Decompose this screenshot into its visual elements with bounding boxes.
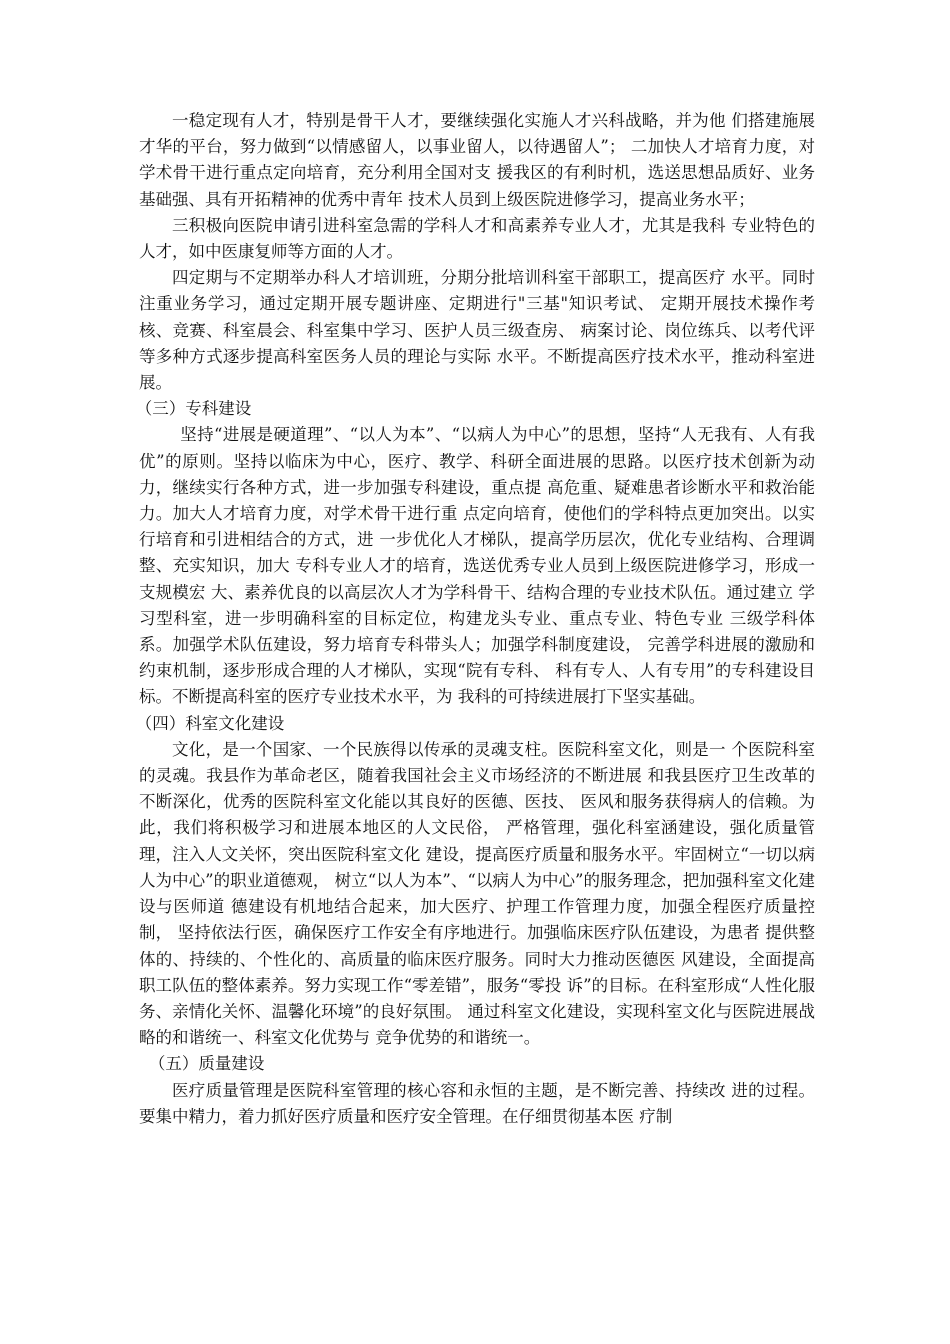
section-heading-quality: （五）质量建设 bbox=[148, 1054, 265, 1074]
section-heading-specialty: （三）专科建设 bbox=[135, 399, 252, 419]
paragraph-talent-retention: 一稳定现有人才，特别是骨干人才，要继续强化实施人才兴科战略，并为他 们搭建施展才华的平台，努力做到“以情感留人，以事业留人，以待遇留人”； 二加快人才培育力度，对学术骨干进行重点定向培育，充分利用全国对支 援我区的有利时机，选送思想品质好、业务基础强、具有开拓精神的优秀中青年 技术人员到上级医院进修学习，提高业务水平； bbox=[139, 111, 815, 209]
document-body bbox=[135, 108, 815, 1130]
paragraph-talent-training: 四定期与不定期举办科人才培训班，分期分批培训科室干部职工，提高医疗 水平。同时注重业务学习，通过定期开展专题讲座、定期进行"三基"知识考试、 定期开展技术操作考核、竞赛、科室晨会、科室集中学习、医护人员三级查房、 病案讨论、岗位练兵、以考代评等多种方式逐步提高科室医务人员的理论与实际 水平。不断提高医疗技术水平，推动科室进展。 bbox=[139, 268, 815, 393]
paragraph-talent-recruitment: 三积极向医院申请引进科室急需的学科人才和高素养专业人才，尤其是我科 专业特色的人才，如中医康复师等方面的人才。 bbox=[139, 215, 815, 262]
paragraph-specialty-building: 坚持“进展是硬道理”、“以人为本”、“以病人为中心”的思想，坚持“人无我有、人有我优”的原则。坚持以临床为中心，医疗、教学、科研全面进展的思路。以医疗技术创新为动力，继续实行各种方式，进一步加强专科建设，重点提 高危重、疑难患者诊断水平和救治能力。加大人才培育力度，对学术骨干进行重 点定向培育，使他们的学科特点更加突出。以实行培育和引进相结合的方式，进 一步优化人才梯队，提高学历层次，优化专业结构、合理调整、充实知识，加大 专科专业人才的培育，选送优秀专业人员到上级医院进修学习，形成一支规模宏 大、素养优良的以高层次人才为学科骨干、结构合理的专业技术队伍。通过建立 学习型科室，进一步明确科室的目标定位，构建龙头专业、重点专业、特色专业 三级学科体系。加强学术队伍建设，努力培育专科带头人；加强学科制度建设， 完善学科进展的激励和约束机制，逐步形成合理的人才梯队，实现“院有专科、 科有专人、人有专用”的专科建设目标。不断提高科室的医疗专业技术水平，为 我科的可持续进展打下坚实基础。 bbox=[139, 425, 815, 707]
paragraph-culture-building: 文化，是一个国家、一个民族得以传承的灵魂支柱。医院科室文化，则是一 个医院科室的灵魂。我县作为革命老区，随着我国社会主义市场经济的不断进展 和我县医疗卫生改革的不断深化，优秀的医院科室文化能以其良好的医德、医技、 医风和服务获得病人的信赖。为此，我们将积极学习和进展本地区的人文民俗， 严格管理，强化科室涵建设，强化质量管理，注入人文关怀，突出医院科室文化 建设，提高医疗质量和服务水平。牢固树立“一切以病人为中心”的职业道德观， 树立“以人为本”、“以病人为中心”的服务理念，把加强科室文化建设与医师道 德建设有机地结合起来，加大医疗、护理工作管理力度，加强全程医疗质量控制， 坚持依法行医，确保医疗工作安全有序地进行。加强临床医疗队伍建设，为患者 提供整体的、持续的、个性化的、高质量的临床医疗服务。同时大力推动医德医 风建设，全面提高职工队伍的整体素养。努力实现工作“零差错”，服务“零投 诉”的目标。在科室形成“人性化服务、亲情化关怀、温馨化环境”的良好氛围。 通过科室文化建设，实现科室文化与医院进展战略的和谐统一、科室文化优势与 竞争优势的和谐统一。 bbox=[139, 739, 815, 1048]
paragraph-quality-building: 医疗质量管理是医院科室管理的核心容和永恒的主题，是不断完善、持续改 进的过程。要集中精力，着力抓好医疗质量和医疗安全管理。在仔细贯彻基本医 疗制 bbox=[139, 1080, 815, 1126]
section-heading-culture: （四）科室文化建设 bbox=[135, 713, 285, 733]
